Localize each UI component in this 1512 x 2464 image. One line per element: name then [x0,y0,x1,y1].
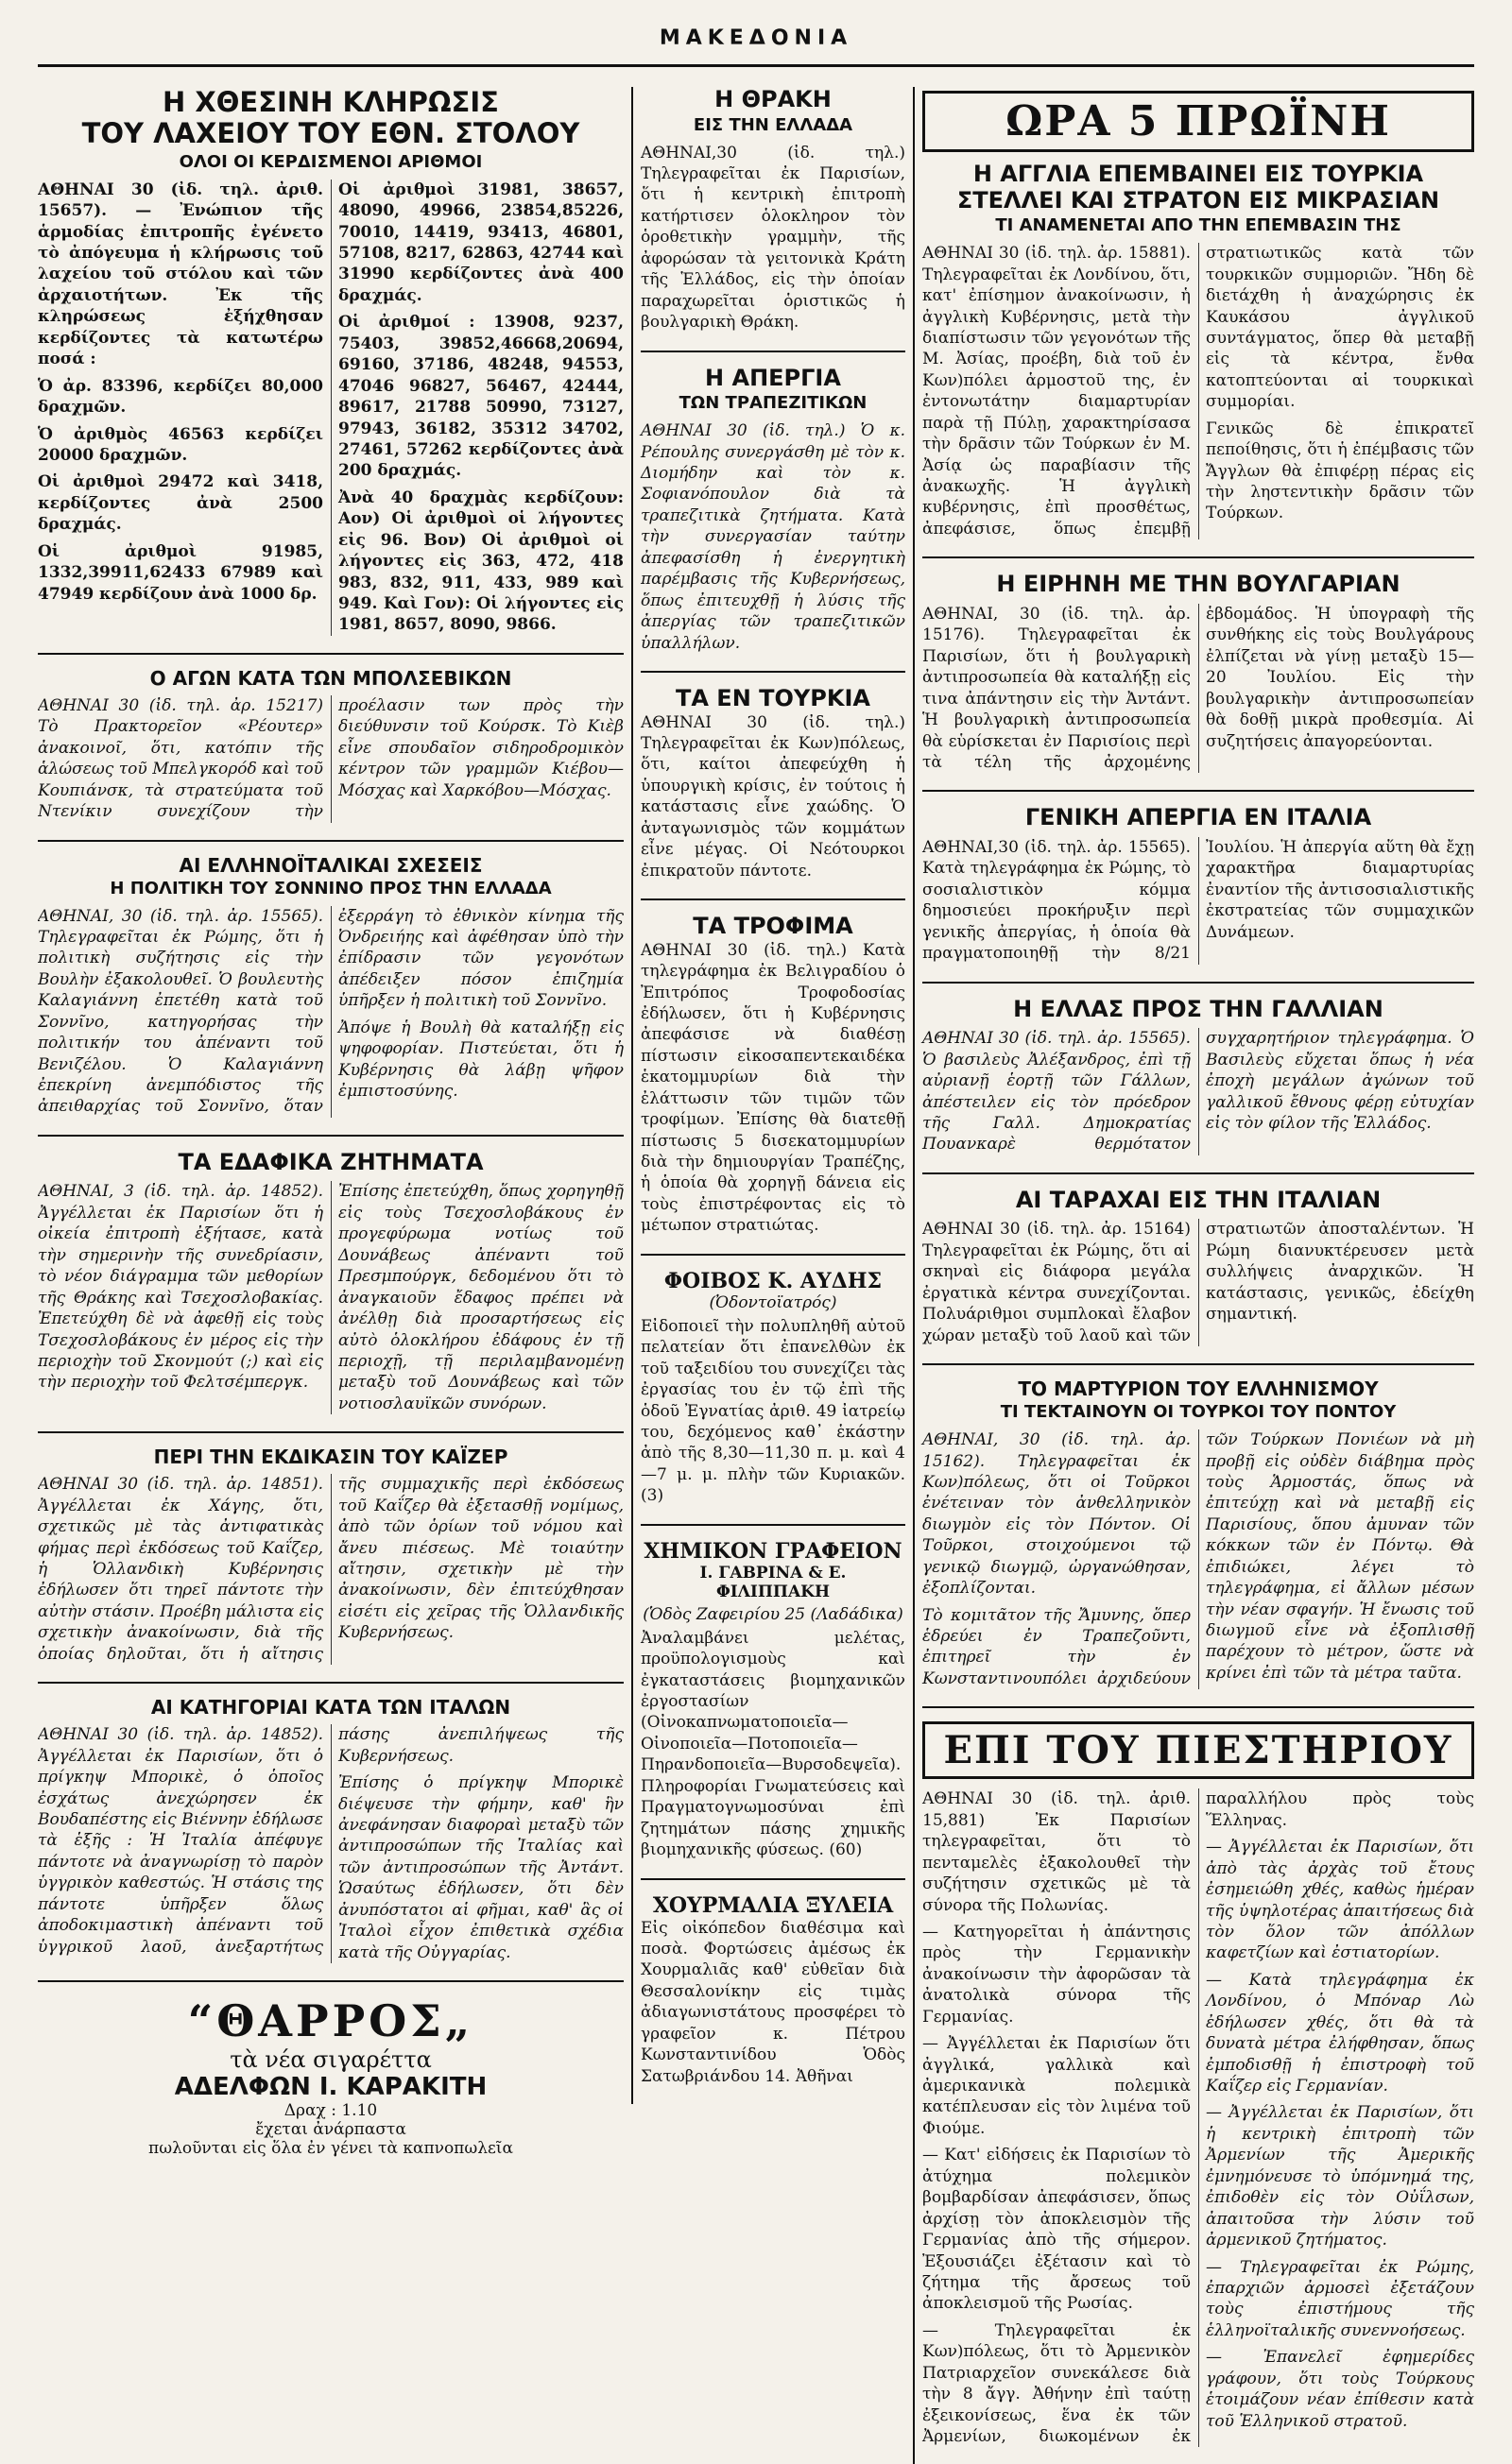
italgreek-article [38,855,624,1118]
tourkia-article [641,686,905,881]
masthead-title: ΜΑΚΕΔΟΝΙΑ [659,26,853,50]
column-middle [631,87,905,2104]
eirini-p1: ΑΘΗΝΑΙ, 30 (ἰδ. τηλ. ἀρ. 15176). Τηλεγραφεῖται ἐκ Παρισίων, ὅτι ἡ βουλγαρικὴ ἀντιπροσωπεία θὰ καταλήξῃ εἰς τινα ἀπάντησιν εἰς τὴν Ἀντάντ. Ἡ βουλγαρικὴ ἀντιπροσωπεία θὰ εὑρίσκεται ἐν Παρισίοις περὶ τὰ τέλη τῆς ἀρχομένης ἑβδομάδος. Ἡ ὑπογραφὴ τῆς συνθήκης εἰς τοὺς Βουλγάρους ἐλπίζεται νὰ γίνῃ μεταξὺ 15—20 Ἰουλίου. Εἰς τὴν βουλγαρικὴν ἀντιπροσωπείαν θὰ δοθῇ μικρὰ προθεσμία. Αἱ συζητήσεις ἀπαγορεύονται. [922,604,1474,772]
lottery-body [38,180,624,636]
italgreek-p1: ΑΘΗΝΑΙ, 30 (ἰδ. τηλ. ἀρ. 15565). Τηλεγραφεῖται ἐκ Ρώμης, ὅτι ἡ πολιτικὴ συζήτησις εἰς τὴν Βουλὴν ἐξακολουθεῖ. Ὁ βουλευτὴς Καλαγιάννη ἐπετέθη κατὰ τοῦ Σοννῖνο, κατηγορήσας τὴν πολιτικήν του ἀπέναντι τοῦ Βενιζέλου. Ὁ Καλαγιάννη ἐπεκρίνη ἀνεμπόδιστος τῆς ἀπειθαρχίας τοῦ Σοννῖνο, ὅταν ἐξερράγη τὸ ἐθνικὸν κίνημα τῆς Ὀνδρειήης καὶ ἀφέθησαν ὑπὸ τὴν ἐπίδρασιν τῶν γεγονότων ἀπέδειξεν πόσον ἐπιζημία ὑπῆρξεν ἡ πολιτικὴ τοῦ Σοννῖνο. [38,906,624,1117]
divider [38,1431,624,1433]
lottery-article [38,87,624,636]
martyrion-article [922,1378,1474,1689]
agon-article [38,668,624,823]
ora-body [922,243,1474,539]
thraki-article [641,87,905,334]
tourkia-title: ΤΑ ΕΝ ΤΟΥΡΚΙΑ [676,684,870,711]
divider [641,1254,905,1256]
kaiser-body [38,1474,624,1665]
thraki-p1: ΑΘΗΝΑΙ,30 (ἰδ. τηλ.) Τηλεγραφεῖται ἐκ Παρισίων, ὅτι ἡ κεντρικὴ ἐπιτροπὴ κατήρτισεν ὁλοκληρον τὸν ὁροθετικὴν γραμμὴν, τῆς ἀφορώσαν τὰ γειτονικὰ Κράτη τῆς Ἑλλάδος, εἰς τὴν ὁποίαν παραχωρεῖται ὁριστικῶς ἡ βουλγαρικὴ Θράκη. [641,143,905,333]
apergia-article [641,366,905,654]
kaiser-p1: ΑΘΗΝΑΙ 30 (ἰδ. τηλ. ἀρ. 14851). Ἀγγέλλεται ἐκ Χάγης, ὅτι, σχετικῶς μὲ τὰς ἀντιφατικὰς φήμας περὶ ἐκδόσεως τοῦ Καΐζερ, ἡ Ὁλλανδικὴ Κυβέρνησις ἐδήλωσεν ὅτι τηρεῖ πάντοτε τὴν αὐτὴν στάσιν. Προέβη μάλιστα εἰς σχετικὴν ἀνακοίνωσιν, διὰ τῆς ὁποίας δηλοῦται, ὅτι ἡ αἴτησις τῆς συμμαχικῆς περὶ ἐκδόσεως τοῦ Καΐζερ θὰ ἐξετασθῇ νομίμως, ἀπὸ τῶν ὁρίων τοῦ νόμου καὶ ἄνευ πιέσεως. Μὲ τοιαύτην αἴτησιν, σχετικὴν μὲ τὴν ἀνακοίνωσιν, δὲν ἐπιτεύχθησαν εἰσέτι εἰς χεῖρας τῆς Ὁλλανδικῆς Κυβερνήσεως. [38,1475,624,1664]
chimiko-p1: Ἀναλαμβάνει μελέτας, προϋπολογισμοὺς καὶ ἐγκαταστάσεις βιομηχανικῶν ἐργοστασίων (Οἰνοκαπνωματοποιεῖα—Οἰνοποιεῖα—Ποτοποιεῖα—Πηρανδοποιεῖα—Βυρσοδεψεῖα). Πληροφορίαι Γνωματεύσεις καὶ Πραγματογνωμοσύναι ἐπὶ ζητημάτων πάσης χημικῆς βιομηχανικῆς φύσεως. (60) [641,1628,905,1860]
ad-brand: “ΘΑΡΡΟΣ„ [187,1995,474,2047]
italgreek-p2: Ἀπόψε ἡ Βουλὴ θὰ καταλήξῃ εἰς ψηφοφορίαν. Πιστεύεται, ὅτι ἡ Κυβέρνησις θὰ λάβῃ ψῆφον ἐμπιστοσύνης. [338,1018,624,1101]
piest-p10: — Ἐπανελεῖ ἐφημερίδες γράφουν, ὅτι τοὺς Τούρκους ἑτοιμάζουν νέαν ἐπίθεσιν κατὰ τοῦ Ἑλληνικοῦ στρατοῦ. [1206,2348,1474,2431]
piest-p9: — Τηλεγραφεῖται ἐκ Ρώμης, ἐπαρχιῶν ἀρμοσεὶ ἐξετάζουν τοὺς ἐπιστήμους τῆς ἑλληνοϊταλικῆς συνεννοήσεως. [1206,2257,1474,2340]
apergia-title-1: Η ΑΠΕΡΓΙΑ [705,364,841,391]
piestiriou-banner: ΕΠΙ ΤΟΥ ΠΙΕΣΤΗΡΙΟΥ [922,1721,1474,1779]
divider [922,556,1474,558]
masthead [38,26,1474,67]
lottery-p3: Ὁ ἀριθμὸς 46563 κερδίζει 20000 δραχμῶν. [38,424,323,465]
xyla-p1: Εἰς οἰκόπεδον διαθέσιμα καὶ ποσὰ. Φορτώσεις ἀμέσως ἐκ Χουρμαλιᾶς καθ' εὐθεῖαν διὰ Θεσσαλονίκην εἰς τιμὰς ἀδιαγωνιστάτους προσφέρει τὸ γραφεῖον κ. Πέτρου Κωνσταντινίδου Ὁδὸς Σατωβριάνδου 14. Ἀθῆναι [641,1918,905,2086]
italia-body [922,837,1474,965]
tourkia-p1: ΑΘΗΝΑΙ 30 (ἰδ. τηλ.) Τηλεγραφεῖται ἐκ Κων)πόλεως, ὅτι, καίτοι ἀπεφεύχθη ἡ ὑπουργικὴ κρίσις, ἐν τούτοις ἡ κατάστασις εἶνε χαώδης. Ὁ ἀνταγωνισμὸς τῶν κομμάτων εἶνε μέγας. Οἱ Νεότουρκοι ἐπικρατοῦν πάντοτε. [641,712,905,881]
piest-p6: — Ἀγγέλλεται ἐκ Παρισίων, ὅτι ἀπὸ τὰς ἀρχὰς τοῦ ἔτους ἐσημειώθη χθές, καθὼς ἡμέραν τῆς ὑψηλοτέρας ἀπαιτήσεως διὰ τὸν ὅλον τῶν ἀπόλλων καφετζίων καὶ ἐστιατορίων. [1206,1838,1474,1963]
foivos-name: ΦΟΙΒΟΣ Κ. ΑΥΔΗΣ [663,1268,883,1293]
eirini-article [922,572,1474,773]
eirini-title: Η ΕΙΡΗΝΗ ΜΕ ΤΗΝ ΒΟΥΛΓΑΡΙΑΝ [996,571,1400,598]
katigoriai-p1: ΑΘΗΝΑΙ 30 (ἰδ. τηλ. ἀρ. 14852). Ἀγγέλλεται ἐκ Παρισίων, ὅτι ὁ πρίγκηψ Μπορικὲ, ὁ ὁποῖος ἐσχάτως ἀνεχώρησεν ἐκ Βουδαπέστης εἰς Βιέννην ἐδήλωσε τὰ ἑξῆς : Ἡ Ἰταλία ἀπέφυγε πάντοτε νὰ ἀναγνωρίσῃ τὸ παρὸν ὑγγρικὸν καθεστώς. Ἡ στάσις της πάντοτε ὑπῆρξεν ὅλως ἀποδοκιμαστικὴ ἀπέναντι τοῦ ὑγγρικοῦ λαοῦ, ἀνεξαρτήτως πάσης ἀνεπιλήψεως τῆς Κυβερνήσεως. [38,1725,624,1957]
column-left [38,87,624,2158]
gallia-title: Η ΕΛΛΑΣ ΠΡΟΣ ΤΗΝ ΓΑΛΛΙΑΝ [1013,995,1383,1022]
katigoriai-title: ΑΙ ΚΑΤΗΓΟΡΙΑΙ ΚΑΤΑ ΤΩΝ ΙΤΑΛΩΝ [150,1696,511,1720]
apergia-title-2: ΤΩΝ ΤΡΑΠΕΖΙΤΙΚΩΝ [679,393,868,414]
column-right [913,87,1474,2464]
ad-note-1: ἔχεται ἀνάρπαστα [255,2120,406,2140]
chimiko-ad [641,1539,905,1861]
divider [641,351,905,352]
lottery-p5: Οἱ ἀριθμοὶ 91985, 1332,39911,62433 67989 καὶ 47949 κερδίζουν ἀνὰ 1000 δρ. [38,541,323,604]
xyla-ad [641,1893,905,2088]
divider [641,898,905,900]
lottery-p7: Οἱ ἀριθμοί : 13908, 9237, 75403, 39852,46668,20694, 69160, 37186, 48248, 94553, 47046 96827, 56467, 42444, 89617, 21788 50990, 73127, 97943, 36182, 35312 34702, 27461, 57262 κερδίζοντες ἀνὰ 200 δραχμάς. [338,313,624,481]
martyrion-body [922,1429,1474,1689]
ora-p2: Γενικῶς δὲ ἐπικρατεῖ πεποίθησις, ὅτι ἡ ἐπέμβασις τῶν Ἄγγλων θὰ ἐπιφέρῃ πέρας εἰς τὴν ληστεντικὴν δρᾶσιν τῶν Τούρκων. [1206,419,1474,523]
xyla-name: ΧΟΥΡΜΑΛΙΑ ΞΥΛΕΙΑ [652,1892,894,1918]
divider [38,653,624,655]
piest-p7: — Κατὰ τηλεγράφημα ἐκ Λονδίνου, ὁ Μπόναρ Λὼ ἐδήλωσεν χθές, ὅτι θὰ τὰ δυνατὰ μέτρα ἐλήφθησαν, ὅπως ἐμποδισθῇ ἡ ἐπιστροφὴ τοῦ Καΐζερ εἰς Γερμανίαν. [1206,1970,1474,2096]
trofima-article [641,914,905,1237]
edafi-p1: ΑΘΗΝΑΙ, 3 (ἰδ. τηλ. ἀρ. 14852). Ἀγγέλλεται ἐκ Παρισίων ὅτι ἡ οἰκεία ἐπιτροπὴ ἐξήτασε, κατὰ τὴν σημερινὴν τῆς συνεδρίασιν, τὸ νέον διάγραμμα τῶν μεθορίων τῆς Θράκης καὶ Τσεχοσλοβακίας. Ἐπετεύχθη δὲ νὰ ἀφεθῇ εἰς τοὺς Τσεχοσλοβάκους ἐν μέρος εἰς τὴν περιοχὴν τοῦ Σκονμούτ (;) καὶ εἰς τὴν περιοχὴν τοῦ Φελτσέμπεργκ. [38,1182,323,1393]
agon-p1: ΑΘΗΝΑΙ 30 (ἰδ. τηλ. ἀρ. 15217) Τὸ Πρακτορεῖον «Ρέουτερ» ἀνακοινοῖ, ὅτι, κατόπιν τῆς ἁλώσεως τοῦ Μπελγκορόδ καὶ τοῦ Κουπιάνσκ, τὰ στρατεύματα τοῦ Ντενίκιν συνεχίζουν τὴν προέλασιν των πρὸς τὴν διεύθυνσιν τοῦ Κούρσκ. Τὸ Κιὲβ εἶνε σπουδαῖον σιδηροδρομικὸν κέντρον τῶν γραμμῶν Κιέβου—Μόσχας καὶ Χαρκόβου—Μόσχας. [38,695,624,822]
divider [38,1135,624,1137]
gallia-article [922,997,1474,1155]
italgreek-title: ΑΙ ΕΛΛΗΝΟΪΤΑΛΙΚΑΙ ΣΧΕΣΕΙΣ [179,853,483,877]
lottery-subtitle: ΟΛΟΙ ΟΙ ΚΕΡΔΙΣΜΕΝΟΙ ΑΡΙΘΜΟΙ [179,151,483,172]
katigoriai-article [38,1697,624,1963]
foivos-role: (Ὀδοντοϊατρός) [709,1292,837,1312]
martyrion-title: ΤΟ ΜΑΡΤΥΡΙΟΝ ΤΟΥ ΕΛΛΗΝΙΣΜΟΥ [1018,1377,1379,1401]
martyrion-p1: ΑΘΗΝΑΙ, 30 (ἰδ. τηλ. ἀρ. 15162). Τηλεγραφεῖται ἐκ Κων)πόλεως, ὅτι οἱ Τοῦρκοι ἐνέτειναν τὸν ἀνθελληνικὸν διωγμὸν εἰς τὸν Πόντον. Οἱ Τοῦρκοι, στοιχούμενοι τῷ γενικῷ διωγμῷ, ὡργανώθησαν, ἐξοπλίζονται. [922,1430,1191,1599]
lottery-p1: ΑΘΗΝΑΙ 30 (ἰδ. τηλ. ἀριθ. 15657). — Ἐνώπιον τῆς ἁρμοδίας ἐπιτροπῆς ἐγένετο τὸ ἀπόγευμα ἡ κλήρωσις τοῦ λαχείου τοῦ στόλου καὶ τῶν ἀρχαιοτήτων. Ἐκ τῆς κληρώσεως ἐξήχθησαν κερδίζοντες τὰ κατωτέρω ποσά : [38,180,323,369]
piestiriou-article [922,1721,1474,2447]
agon-body [38,695,624,823]
apergia-p1: ΑΘΗΝΑΙ 30 (ἰδ. τηλ.) Ὁ κ. Ρέπουλης συνεργάσθη μὲ τὸν κ. Διομήδην καὶ τὸν κ. Σοφιανόπουλον διὰ τὰ τραπεζιτικὰ ζητήματα. Κατὰ τὴν συνεργασίαν ταύτην ἀπεφασίσθη ἡ ἐνεργητικὴ παρέμβασις τῆς Κυβερνήσεως, ὅπως ἐπιτευχθῇ ἡ λύσις τῆς ἀπεργίας τῶν τραπεζιτικῶν ὑπαλλήλων. [641,421,905,653]
kaiser-article [38,1446,624,1665]
lottery-p6: Οἱ ἀριθμοὶ 31981, 38657, 48090, 49966, 23854,85226, 70010, 14419, 93413, 46801, 57108, 8217, 62863, 42744 καὶ 31990 κερδίζοντες ἀνὰ 400 δραχμάς. [338,180,624,305]
foivos-ad [641,1269,905,1507]
lottery-p8: Ἀνὰ 40 δραχμὰς κερδίζουν: Αον) Οἱ ἀριθμοὶ οἱ λήγοντες εἰς 96. Βον) Οἱ ἀριθμοὶ οἱ λήγοντες εἰς 363, 472, 418 983, 832, 911, 433, 989 καὶ 949. Καὶ Γον): Οἱ λήγοντες εἰς 1981, 8657, 8090, 9866. [338,488,624,635]
edafi-p2: Ἐπίσης ἐπετεύχθη, ὅπως χορηγηθῇ εἰς τοὺς Τσεχοσλοβάκους ἐν προγεφύρωμα νοτίως τοῦ Δουνάβεως ἀπέναντι τοῦ Πρεσμπούργκ, δεδομένου ὅτι τὸ ἀναγκαιοῦν ἔδαφος πρέπει νὰ ἀνέλθῃ διὰ προσαρτήσεως εἰς αὐτὸ ὁλοκλήρου ἐδάφους ἐν τῇ περιοχῇ, τῇ περιλαμβανομένῃ μεταξὺ τοῦ Δουνάβεως καὶ τῶν νοτιοσλαυϊκῶν συνόρων. [338,1182,624,1413]
kaiser-title: ΠΕΡΙ ΤΗΝ ΕΚΔΙΚΑΣΙΝ ΤΟΥ ΚΑΪΖΕΡ [153,1446,508,1469]
agon-title: Ο ΑΓΩΝ ΚΑΤΑ ΤΩΝ ΜΠΟΛΣΕΒΙΚΩΝ [149,666,512,690]
gallia-p1: ΑΘΗΝΑΙ 30 (ἰδ. τηλ. ἀρ. 15565). Ὁ βασιλεὺς Ἀλέξανδρος, ἐπὶ τῇ αὐριανῇ ἑορτῇ τῶν Γάλλων, ἀπέστειλεν εἰς τὸν πρόεδρον τῆς Γαλλ. Δημοκρατίας Πουανκαρὲ θερμότατον συγχαρητήριον τηλεγράφημα. Ὁ Βασιλεὺς εὔχεται ὅπως ἡ νέα ἐποχὴ μεγάλων ἀγώνων τοῦ γαλλικοῦ ἔθνους φέρῃ εὐτυχίαν εἰς τὸν φίλον τῆς Ἑλλάδος. [922,1029,1474,1155]
chimiko-name: ΧΗΜΙΚΟΝ ΓΡΑΦΕΙΟΝ [644,1538,902,1564]
ora-headline-1: Η ΑΓΓΛΙΑ ΕΠΕΜΒΑΙΝΕΙ ΕΙΣ ΤΟΥΡΚΙΑ [972,161,1424,187]
martyrion-subtitle: ΤΙ ΤΕΚΤΑΙΝΟΥΝ ΟΙ ΤΟΥΡΚΟΙ ΤΟΥ ΠΟΝΤΟΥ [1000,1402,1397,1423]
foivos-p1: Εἰδοποιεῖ τὴν πολυπληθῆ αὐτοῦ πελατείαν ὅτι ἐπανελθὼν ἐκ τοῦ ταξειδίου του συνεχίζει τὰς ἐργασίας του ἐν τῷ ἐπὶ τῆς ὁδοῦ Ἐγνατίας ἀριθ. 49 ἰατρείῳ του, δεχόμενος καθ᾽ ἑκάστην ἀπὸ τῆς 8,30—11,30 π. μ. καὶ 4—7 μ. μ. πλὴν τῶν Κυριακῶν. (3) [641,1316,905,1506]
piestiriou-body [922,1788,1474,2447]
italia-article [922,805,1474,964]
tarachai-body [922,1219,1474,1346]
ora-banner: ΩΡΑ 5 ΠΡΩΪΝΗ [922,91,1474,152]
tharros-advertisement [38,1995,624,2158]
lottery-title-2: ΤΟΥ ΛΑΧΕΙΟΥ ΤΟΥ ΕΘΝ. ΣΤΟΛΟΥ [81,117,580,150]
ad-note-2: πωλοῦνται εἰς ὅλα ἐν γένει τὰ καπνοπωλεῖα [148,2139,513,2159]
divider [922,982,1474,984]
tarachai-title: ΑΙ ΤΑΡΑΧΑΙ ΕΙΣ ΤΗΝ ΙΤΑΛΙΑΝ [1015,1186,1382,1213]
divider [922,790,1474,792]
katigoriai-body [38,1724,624,1963]
gallia-body [922,1028,1474,1155]
ora-headline-2: ΣΤΕΛΛΕΙ ΚΑΙ ΣΤΡΑΤΟΝ ΕΙΣ ΜΙΚΡΑΣΙΑΝ [956,186,1440,214]
piest-p4: — Κατ' εἰδήσεις ἐκ Παρισίων τὸ ἀτύχημα πολεμικὸν βομβαρδίσαν ἀπεφάσισεν, ὅπως ἀρχίσῃ τὸν ἀποκλεισμὸν τῆς Γερμανίας ἀπὸ τῆς σήμερον. Ἐξουσιάζει ἐξέτασιν καὶ τὸ ζήτημα τῆς ἄρσεως τοῦ ἀποκλεισμοῦ τῆς Ρωσίας. [922,2146,1191,2314]
ora-headline-3: ΤΙ ΑΝΑΜΕΝΕΤΑΙ ΑΠΟ ΤΗΝ ΕΠΕΜΒΑΣΙΝ ΤΗΣ [995,215,1401,236]
piest-p8: — Ἀγγέλλεται ἐκ Παρισίων, ὅτι ἡ κεντρικὴ ἐπιτροπὴ τῶν Ἀρμενίων τῆς Ἀμερικῆς ἐμνημόνευσε τὸ ὑπόμνημά της, ἐπιδοθὲν εἰς τὸν Οὐΐλσων, ἀπαιτοῦσα τὴν λύσιν τοῦ ἀρμενικοῦ ζητήματος. [1206,2103,1474,2250]
divider [641,1524,905,1526]
chimiko-firm: Ι. ΓΑΒΡΙΝΑ & Ε. ΦΙΛΙΠΠΑΚΗ [699,1563,847,1601]
ad-price: Δραχ : 1.10 [284,2101,378,2121]
piest-p1: ΑΘΗΝΑΙ 30 (ἰδ. τηλ. ἀριθ. 15,881) Ἐκ Παρισίων τηλεγραφεῖται, ὅτι τὸ πενταμελὲς ἐξακολουθεῖ τὴν συζήτησιν σχετικῶς μὲ τὰ σύνορα τῆς Πολωνίας. [922,1789,1191,1915]
ad-firm: ΑΔΕΛΦΩΝ Ι. ΚΑΡΑΚΙΤΗ [174,2073,488,2102]
martyrion-p2: Τὸ κομιτᾶτον τῆς Ἄμυνης, ὅπερ ἑδρεύει ἐν Τραπεζοῦντι, ἐπιτηρεῖ τὴν ἐν Κωνσταντινουπόλει ἀρχιδεύουν τῶν Τούρκων Πονιέων νὰ μὴ προβῇ εἰς οὐδὲν διάβημα πρὸς τοὺς Ἁρμοστάς, ὅπως νὰ ἐπιτεύχῃ καὶ νὰ μεταβῇ εἰς Παρισίους, ὅπου ἀμυναν τῶν κόκκων τῶν ἐν Πόντῳ. Θὰ ἐπιδιώκει, λέγει τὸ τηλεγράφημα, εἰ ἄλλων μέσων τὴν νέαν σφαγήν. Ἡ ἔνωσις τοῦ διωγμοῦ εἶνε νὰ ἐξοπλισθῇ παρέχουν τὸ μέτρον, ὥστε νὰ κρίνει ἐπὶ τῶν τὰ μέτρα ταῦτα. [922,1430,1474,1688]
lottery-p2: Ὁ ἀρ. 83396, κερδίζει 80,000 δραχμῶν. [38,376,323,418]
piest-p2: — Κατηγορεῖται ἡ ἀπάντησις πρὸς τὴν Γερμανικὴν ἀνακοίνωσιν τὴν ἀφορῶσαν τὰ ἀνατολικὰ σύνορα τῆς Γερμανίας. [922,1922,1191,2027]
divider [641,1878,905,1880]
trofima-title: ΤΑ ΤΡΟΦΙΜΑ [693,913,853,940]
divider [38,1682,624,1684]
tarachai-article [922,1188,1474,1346]
divider [38,1980,624,1982]
lottery-p4: Οἱ ἀριθμοὶ 29472 καὶ 3418, κερδίζοντες ἀνὰ 2500 δραχμάς. [38,472,323,535]
katigoriai-p2: Ἐπίσης ὁ πρίγκηψ Μπορικὲ διέψευσε τὴν φήμην, καθ' ἣν ἀνεφάνησαν διαφοραὶ μεταξὺ τῶν ἀντιπροσώπων τῆς Ἰταλίας καὶ τῶν ἀντιπροσώπων τῆς Ἀντάντ. Ὡσαύτως ἐδήλωσεν, ὅτι δὲν ἀνυπόστατοι αἱ φῆμαι, καθ' ἃς οἱ Ἰταλοὶ εἶχον ἐπιθετικὰ σχέδια κατὰ τῆς Οὐγγαρίας. [338,1773,624,1962]
italia-p1: ΑΘΗΝΑΙ,30 (ἰδ. τηλ. ἀρ. 15565). Κατὰ τηλεγράφημα ἐκ Ρώμης, τὸ σοσιαλιστικὸν κόμμα δημοσιεύει προκήρυξιν περὶ γενικῆς ἀπεργίας, ἡ ὁποία θὰ πραγματοποιηθῇ τὴν 8/21 Ἰουλίου. Ἡ ἀπεργία αὕτη θὰ ἔχῃ χαρακτῆρα διαμαρτυρίας ἐναντίον τῆς ἀντισοσιαλιστικῆς ἐκστρατείας τῶν συμμαχικῶν Δυνάμεων. [922,838,1474,964]
eirini-body [922,604,1474,774]
divider [38,840,624,842]
piest-p5: — Τηλεγραφεῖται ἐκ Κων)πόλεως, ὅτι τὸ Ἀρμενικὸν Πατριαρχεῖον συνεκάλεσε διὰ τὴν 8 ἄγγ. Ἀθήνην ἐπὶ ταύτῃ ἐξεικονίσεως, ἕνα ἐκ τῶν Ἀρμενίων, διωκομένων ἐκ παραλλήλου πρὸς τοὺς Ἕλληνας. [922,1789,1474,2446]
thraki-title-1: Η ΘΡΑΚΗ [714,87,832,112]
ora-p1: ΑΘΗΝΑΙ 30 (ἰδ. τηλ. ἀρ. 15881). Τηλεγραφεῖται ἐκ Λονδίνου, ὅτι, κατ' ἐπίσημον ἀνακοίνωσιν, ἡ ἀγγλικὴ Κυβέρνησις, μετὰ τὴν διαπίστωσιν τῶν γεγονότων τῆς Μ. Ἀσίας, προέβη, διὰ τοῦ ἐν Κων)πόλει ἁρμοστοῦ της, ἐν ἐντονωτάτην διαμαρτυρίαν παρὰ τῇ Πύλῃ, χαρακτηρίσασα τὴν δρᾶσιν τῶν Τούρκων ἐν Μ. Ἀσίᾳ ὡς παραβίασιν τῆς ἀνακωχῆς. Ἡ ἀγγλικὴ κυβέρνησις, ἐπὶ προσθέτως, ἀπεφάσισε, ὅπως ἐπεμβῇ στρατιωτικῶς κατὰ τῶν τουρκικῶν συμμοριῶν. Ἤδη δὲ διετάχθη ἡ ἀναχώρησις ἐκ Καυκάσου ἀγγλικοῦ συντάγματος, ὅπερ θὰ μεταβῇ εἰς τὰ κέντρα, ἔνθα κατοπτεύονται αἱ τουρκικαὶ συμμορίαι. [922,244,1474,539]
edafi-title: ΤΑ ΕΔΑΦΙΚΑ ΖΗΤΗΜΑΤΑ [178,1148,484,1175]
italia-title: ΓΕΝΙΚΗ ΑΠΕΡΓΙΑ ΕΝ ΙΤΑΛΙΑ [1024,804,1372,831]
divider [922,1706,1474,1708]
piest-p3: — Ἀγγέλλεται ἐκ Παρισίων ὅτι ἀγγλικά, γαλλικὰ καὶ ἀμερικανικὰ πολεμικὰ κατέπλευσαν εἰς τὸν λιμένα τοῦ Φιούμε. [922,2034,1191,2138]
italgreek-body [38,906,624,1118]
edafi-body [38,1181,624,1414]
ad-tagline: τὰ νέα σιγαρέττα [230,2046,432,2074]
chimiko-address: (Ὁδὸς Ζαφειρίου 25 (Λαδάδικα) [643,1604,903,1624]
italgreek-subtitle: Η ΠΟΛΙΤΙΚΗ ΤΟΥ ΣΟΝΝΙΝΟ ΠΡΟΣ ΤΗΝ ΕΛΛΑΔΑ [110,878,552,898]
edafi-article [38,1150,624,1414]
divider [922,1363,1474,1365]
lottery-title-1: Η ΧΘΕΣΙΝΗ ΚΛΗΡΩΣΙΣ [163,87,499,118]
trofima-p1: ΑΘΗΝΑΙ 30 (ἰδ. τηλ.) Κατὰ τηλεγράφημα ἐκ Βελιγραδίου ὁ Ἐπιτρόπος Τροφοδοσίας ἐδήλωσεν, ὅτι ἡ Κυβέρνησις ἀπεφάσισε νὰ διαθέσῃ πίστωσιν εἰκοσαπεντεκαιδέκα ἑκατομμυρίων διὰ τὴν ἐλάττωσιν τῶν τιμῶν τῶν τροφίμων. Ἐπίσης θὰ διατεθῇ πίστωσις 5 δισεκατομμυρίων διὰ τὴν δημιουργίαν Τραπέζης, ἡ ὁποία θὰ χορηγῇ δάνεια εἰς τοὺς ἐπιστρέφοντας εἰς τὸ μέτωπον στρατιώτας. [641,940,905,1236]
divider [641,671,905,673]
ora-article [922,91,1474,539]
thraki-title-2: ΕΙΣ ΤΗΝ ΕΛΛΑΔΑ [693,114,853,135]
tarachai-p1: ΑΘΗΝΑΙ 30 (ἰδ. τηλ. ἀρ. 15164) Τηλεγραφεῖται ἐκ Ρώμης, ὅτι αἱ σκηναὶ εἰς διάφορα μεγάλα ἐργατικὰ κέντρα συνεχίζονται. Πολυάριθμοι συμπλοκαὶ ἔλαβον χώραν μεταξὺ τοῦ λαοῦ καὶ τῶν στρατιωτῶν ἀποσταλέντων. Ἡ Ρώμη διανυκτέρευσεν μετὰ συλλήψεις ἀναρχικῶν. Ἡ κατάστασις, γενικῶς, ἐδείχθη σημαντική. [922,1220,1474,1345]
divider [922,1172,1474,1174]
